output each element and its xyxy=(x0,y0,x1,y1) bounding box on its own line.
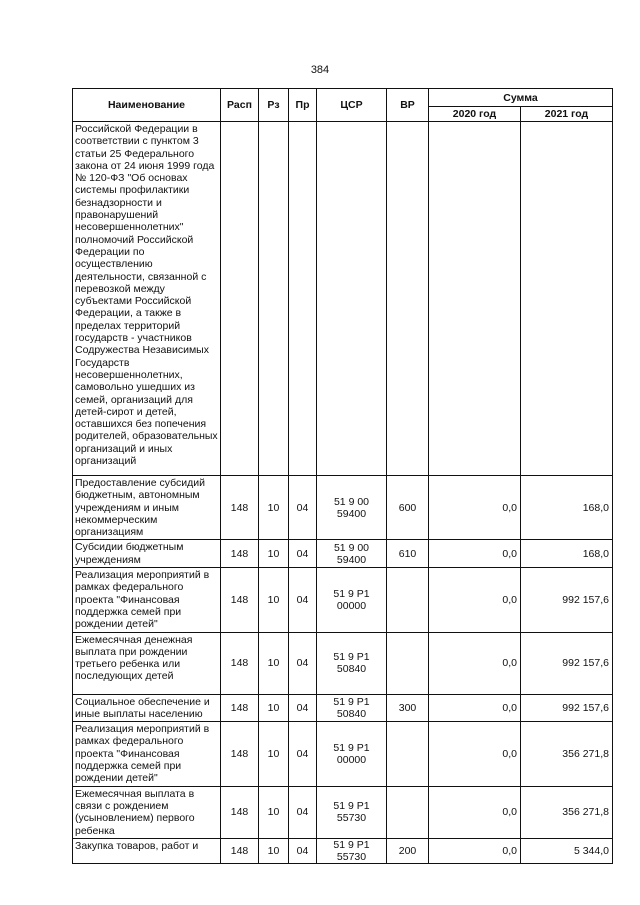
cell-2021: 5 344,0 xyxy=(521,838,613,863)
page-number: 384 xyxy=(310,64,330,76)
cell-vr: 300 xyxy=(387,694,429,722)
cell-2021 xyxy=(521,122,613,476)
cell-2020: 0,0 xyxy=(429,838,521,863)
cell-rasp: 148 xyxy=(221,568,259,632)
cell-name: Субсидии бюджетным учреждениям xyxy=(73,540,221,568)
cell-vr xyxy=(387,632,429,694)
table-row xyxy=(73,838,613,863)
cell-name: Реализация мероприятий в рамках федерального проекта "Финансовая поддержка семей при рождении детей" xyxy=(73,568,221,632)
header-year-2021: 2021 год xyxy=(521,107,613,122)
table-row xyxy=(73,694,613,722)
header-year-2020: 2020 год xyxy=(429,107,521,122)
cell-vr xyxy=(387,722,429,786)
table-row xyxy=(73,722,613,786)
header-vr: ВР xyxy=(387,89,429,122)
cell-vr: 200 xyxy=(387,838,429,863)
cell-2021: 168,0 xyxy=(521,476,613,540)
table-row xyxy=(73,568,613,632)
cell-2021: 992 157,6 xyxy=(521,694,613,722)
cell-name: Предоставление субсидий бюджетным, автономным учреждениям и иным некоммерческим организациям xyxy=(73,476,221,540)
cell-rasp: 148 xyxy=(221,476,259,540)
header-pr: Пр xyxy=(289,89,317,122)
table-row xyxy=(73,786,613,838)
cell-csr: 51 9 00 59400 xyxy=(317,476,387,540)
cell-2021: 356 271,8 xyxy=(521,786,613,838)
cell-pr: 04 xyxy=(289,568,317,632)
header-name: Наименование xyxy=(73,89,221,122)
cell-vr xyxy=(387,786,429,838)
cell-2020: 0,0 xyxy=(429,540,521,568)
cell-rasp: 148 xyxy=(221,838,259,863)
cell-rasp: 148 xyxy=(221,694,259,722)
cell-2020: 0,0 xyxy=(429,786,521,838)
cell-rasp: 148 xyxy=(221,786,259,838)
budget-table xyxy=(72,88,613,864)
cell-csr: 51 9 P1 00000 xyxy=(317,568,387,632)
cell-name: Российской Федерации в соответствии с пунктом 3 статьи 25 Федерального закона от 24 июня 1999 года № 120-ФЗ "Об основах системы профилактики безнадзорности и правонарушений несовершеннолетних" полномочий Российской Федерации по осуществлению деятельности, связанной с перевозкой между субъектами Российской Федерации, а также в пределах территорий государств - участников Содружества Независимых Государств несовершеннолетних, самовольно ушедших из семей, организаций для детей-сирот и детей, оставшихся без попечения родителей, образовательных организаций и иных организаций xyxy=(73,122,221,476)
cell-pr: 04 xyxy=(289,722,317,786)
cell-2020: 0,0 xyxy=(429,476,521,540)
cell-pr: 04 xyxy=(289,476,317,540)
cell-rz: 10 xyxy=(259,786,289,838)
header-rasp: Расп xyxy=(221,89,259,122)
cell-rz: 10 xyxy=(259,838,289,863)
cell-2020: 0,0 xyxy=(429,632,521,694)
cell-csr: 51 9 P1 00000 xyxy=(317,722,387,786)
cell-2021: 992 157,6 xyxy=(521,568,613,632)
cell-rasp: 148 xyxy=(221,632,259,694)
cell-rz: 10 xyxy=(259,694,289,722)
cell-name: Ежемесячная денежная выплата при рождении третьего ребенка или последующих детей xyxy=(73,632,221,694)
cell-pr xyxy=(289,122,317,476)
table-row xyxy=(73,540,613,568)
cell-csr xyxy=(317,122,387,476)
cell-pr: 04 xyxy=(289,694,317,722)
header-rz: Рз xyxy=(259,89,289,122)
cell-2021: 356 271,8 xyxy=(521,722,613,786)
cell-rz: 10 xyxy=(259,722,289,786)
cell-vr: 610 xyxy=(387,540,429,568)
cell-rz: 10 xyxy=(259,568,289,632)
cell-vr xyxy=(387,568,429,632)
table-row xyxy=(73,476,613,540)
cell-csr: 51 9 P1 55730 xyxy=(317,786,387,838)
table-row xyxy=(73,122,613,476)
cell-2021: 168,0 xyxy=(521,540,613,568)
cell-rasp: 148 xyxy=(221,540,259,568)
header-sum: Сумма xyxy=(429,89,613,107)
table-row xyxy=(73,632,613,694)
cell-pr: 04 xyxy=(289,540,317,568)
cell-csr: 51 9 P1 55730 xyxy=(317,838,387,863)
cell-name: Закупка товаров, работ и xyxy=(73,838,221,863)
cell-2021: 992 157,6 xyxy=(521,632,613,694)
cell-name: Социальное обеспечение и иные выплаты населению xyxy=(73,694,221,722)
cell-pr: 04 xyxy=(289,786,317,838)
cell-rz: 10 xyxy=(259,540,289,568)
cell-vr xyxy=(387,122,429,476)
table-body xyxy=(73,122,613,864)
cell-pr: 04 xyxy=(289,632,317,694)
cell-2020: 0,0 xyxy=(429,568,521,632)
header-csr: ЦСР xyxy=(317,89,387,122)
cell-rz: 10 xyxy=(259,632,289,694)
cell-rasp xyxy=(221,122,259,476)
cell-name: Реализация мероприятий в рамках федерального проекта "Финансовая поддержка семей при рождении детей" xyxy=(73,722,221,786)
cell-2020 xyxy=(429,122,521,476)
cell-name: Ежемесячная выплата в связи с рождением (усыновлением) первого ребенка xyxy=(73,786,221,838)
cell-2020: 0,0 xyxy=(429,722,521,786)
cell-rasp: 148 xyxy=(221,722,259,786)
cell-csr: 51 9 P1 50840 xyxy=(317,632,387,694)
cell-csr: 51 9 P1 50840 xyxy=(317,694,387,722)
cell-pr: 04 xyxy=(289,838,317,863)
cell-rz xyxy=(259,122,289,476)
cell-csr: 51 9 00 59400 xyxy=(317,540,387,568)
cell-2020: 0,0 xyxy=(429,694,521,722)
cell-rz: 10 xyxy=(259,476,289,540)
cell-vr: 600 xyxy=(387,476,429,540)
